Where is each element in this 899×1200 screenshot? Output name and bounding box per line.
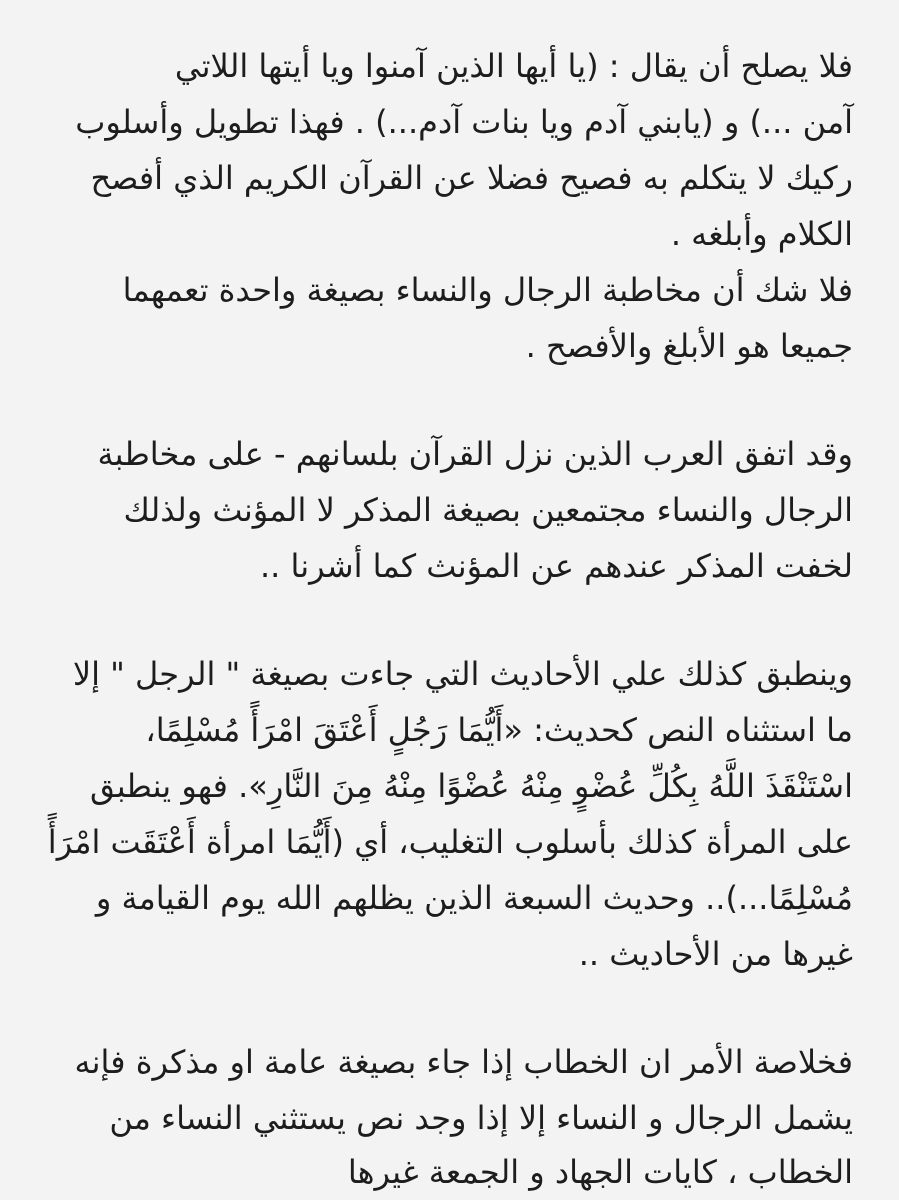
text-line: فلا شك أن مخاطبة الرجال والنساء بصيغة واحدة تعمهما <box>122 271 853 309</box>
text-line: الرجال والنساء مجتمعين بصيغة المذكر لا المؤنث ولذلك <box>123 491 853 529</box>
text-line: مُسْلِمًا...).. وحديث السبعة الذين يظلهم الله يوم القيامة و <box>95 879 853 917</box>
text-line: لخفت المذكر عندهم عن المؤنث كما أشرنا .. <box>259 547 853 585</box>
text-line: الخطاب ، كايات الجهاد و الجمعة غيرها <box>347 1153 853 1191</box>
text-line: فخلاصة الأمر ان الخطاب إذا جاء بصيغة عامة او مذكرة فإنه <box>74 1043 853 1081</box>
text-line: فلا يصلح أن يقال : (يا أيها الذين آمنوا ويا أيتها اللاتي <box>174 47 853 85</box>
text-line: يشمل الرجال و النساء إلا إذا وجد نص يستثني النساء من <box>109 1099 853 1137</box>
text-line: ركيك لا يتكلم به فصيح فضلا عن القرآن الكريم الذي أفصح <box>90 159 853 197</box>
text-line: جميعا هو الأبلغ والأفصح . <box>525 327 853 365</box>
text-line: آمن ...) و (يابني آدم ويا بنات آدم...) . فهذا تطويل وأسلوب <box>75 103 853 141</box>
text-line: الكلام وأبلغه . <box>670 215 853 253</box>
text-line: وقد اتفق العرب الذين نزل القرآن بلسانهم - على مخاطبة <box>97 435 853 473</box>
text-line: على المرأة كذلك بأسلوب التغليب، أي (أَيُّمَا امرأة أَعْتَقَت امْرَأً <box>47 823 853 861</box>
text-line: اسْتَنْقَذَ اللَّهُ بِكُلِّ عُضْوٍ مِنْهُ عُضْوًا مِنْهُ مِنَ النَّارِ». فهو ينطبق <box>90 767 853 805</box>
text-line: وينطبق كذلك علي الأحاديث التي جاءت بصيغة " الرجل " إلا <box>72 655 853 693</box>
text-line: غيرها من الأحاديث .. <box>578 935 853 973</box>
text-line: ما استثناه النص كحديث: «أَيُّمَا رَجُلٍ أَعْتَقَ امْرَأً مُسْلِمًا، <box>145 711 853 749</box>
